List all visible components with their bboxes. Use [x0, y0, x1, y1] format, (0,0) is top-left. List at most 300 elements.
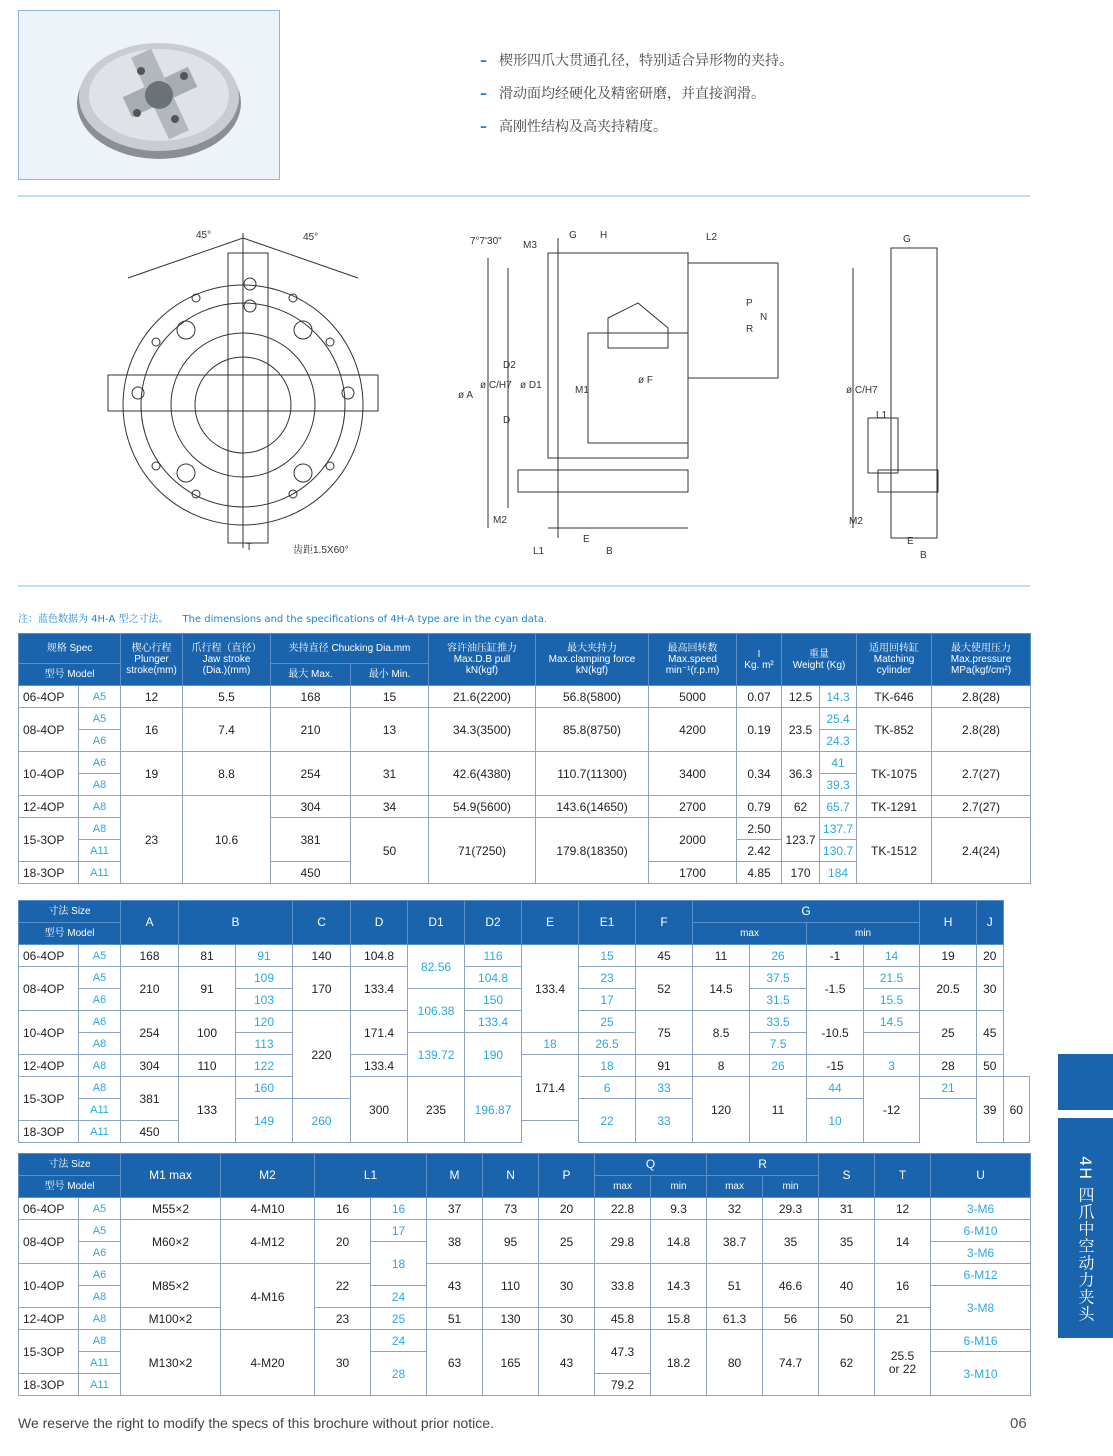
front-view-drawing — [108, 233, 378, 548]
table-cell: 15-3OP — [19, 1077, 79, 1121]
table-cell: A11 — [79, 1099, 121, 1121]
table-row — [19, 1264, 1031, 1286]
table-cell: 15.8 — [651, 1308, 707, 1330]
table-cell: 165 — [483, 1330, 539, 1396]
table-cell: 133.4 — [351, 967, 408, 1011]
table-cell: 7.5 — [750, 1033, 807, 1055]
table-cell: -12 — [864, 1077, 920, 1143]
table-cell: 06-4OP — [19, 945, 79, 967]
drawing-label: T — [246, 542, 253, 553]
table-cell: 12-4OP — [19, 796, 79, 818]
table-cell: 23 — [315, 1308, 371, 1330]
table-cell: 65.7 — [820, 796, 857, 818]
table-cell: 254 — [121, 1011, 179, 1055]
table-cell: TK-1075 — [857, 752, 932, 796]
table-cell: A8 — [79, 1055, 121, 1077]
table-cell: 08-4OP — [19, 708, 79, 752]
drawing-label: G — [903, 234, 911, 245]
table-cell: 18 — [579, 1055, 636, 1077]
table-cell: 381 — [271, 818, 351, 862]
table-cell: 4-M10 — [221, 1198, 315, 1220]
table-cell: 25.5 or 22 — [875, 1330, 931, 1396]
table-cell: 33.5 — [750, 1011, 807, 1033]
drawing-label: L1 — [876, 410, 888, 421]
table-cell: 2.7(27) — [932, 796, 1031, 818]
drawing-label: B — [920, 550, 927, 561]
table-cell: 25 — [539, 1220, 595, 1264]
table-cell: 18.2 — [651, 1330, 707, 1396]
table-cell: 79.2 — [595, 1374, 651, 1396]
spec-table-2: 寸法 Size A B C D D1 D2 E E1 F G H J 型号 Model max min 06-4OP A5 168 81 91 140 104.8 82.56 116 133.4 15 45 11 26 -1 14 19 20 08-4OP A5 210 91 109 170 133.4 104.8 23 52 14.5 37.5 -1.5 21.5 20.5 30 A6 103 106.38 150 17 31.5 15.5 10-4OP A6 254 100 120 220 171.4 133.4 25 75 8.5 33.5 -10.5 14.5 25 45 A8 113 139.72 190 18 26.5 7.5 12-4OP A8 304 110 122 133.4 171.4 18 91 8 26 -15 3 28 50 15-3OP A8 381 133 160 300 235 196.87 6 33 120 11 44 -12 21 39 60 A11 149 260 22 33 10 18-3OP A11 450 — [18, 900, 1030, 1143]
feature-item: – 楔形四爪大贯通孔径，特别适合异形物的夹持。 — [480, 53, 793, 69]
spec-table-3: 寸法 Size M1 max M2 L1 M N P Q R S T U 型号 Model max min max min 06-4OP A5 M55×2 4-M10 16 16 37 73 20 22.8 9.3 32 29.3 31 12 3-M6 08-4OP A5 M60×2 4-M12 20 17 38 95 25 29.8 14.8 38.7 35 35 14 6-M10 A6 18 3-M6 10-4OP A6 M85×2 4-M16 22 43 110 30 33.8 14.3 51 46.6 40 16 6-M12 A8 24 3-M8 12-4OP A8 M100×2 23 25 51 130 30 45.8 15.8 61.3 56 50 21 15-3OP A8 M130×2 4-M20 30 24 63 165 43 47.3 18.2 80 74.7 62 25.5 or 22 6-M16 A11 28 3-M10 18-3OP A11 79.2 — [18, 1153, 1031, 1396]
table-cell: 21.6(2200) — [429, 686, 536, 708]
header-spec: 规格 Spec — [19, 634, 121, 664]
table-cell: 113 — [236, 1033, 293, 1055]
table-cell: 110.7(11300) — [536, 752, 649, 796]
drawing-label: L1 — [533, 546, 545, 557]
disclaimer: We reserve the right to modify the specs of this brochure without prior notice. — [18, 1415, 494, 1431]
table-cell: 50 — [351, 818, 429, 884]
table-row — [19, 1308, 1031, 1330]
table-cell: 16 — [875, 1264, 931, 1308]
cyan-data-note: 注：蓝色数据为 4H-A 型之寸法。 The dimensions and the specifications of 4H-A type are in the cyan data. — [18, 614, 548, 625]
table-cell: A8 — [79, 1330, 121, 1352]
table-cell: 17 — [371, 1220, 427, 1242]
feature-item: – 滑动面均经硬化及精密研磨，并直接润滑。 — [480, 86, 765, 102]
table-cell: 10 — [807, 1099, 864, 1143]
table-cell: 80 — [707, 1330, 763, 1396]
table-cell: A6 — [79, 752, 121, 774]
table-cell: 95 — [483, 1220, 539, 1264]
table-cell: 56 — [763, 1308, 819, 1330]
table-cell: 133 — [179, 1077, 236, 1143]
drawing-label: ø A — [458, 390, 474, 401]
drawing-label: M2 — [493, 515, 507, 526]
table-cell: 45 — [636, 945, 693, 967]
table-cell: 4-M16 — [221, 1264, 315, 1330]
table-cell: 139.72 — [408, 1033, 465, 1077]
table-cell: 56.8(5800) — [536, 686, 649, 708]
table-cell: 06-4OP — [19, 686, 79, 708]
table-cell: A11 — [79, 1121, 121, 1143]
table-cell: 14.3 — [820, 686, 857, 708]
drawing-label: G — [569, 230, 577, 241]
drawing-label: E — [907, 536, 914, 547]
table-cell: 40 — [819, 1264, 875, 1308]
table-cell: 34 — [351, 796, 429, 818]
table-cell: 15-3OP — [19, 1330, 79, 1374]
table-cell: 168 — [271, 686, 351, 708]
table-cell: 22.8 — [595, 1198, 651, 1220]
table-cell: 3400 — [649, 752, 737, 796]
feature-item: – 高刚性结构及高夹持精度。 — [480, 119, 667, 135]
header-weight: 重量 Weight (Kg) — [782, 634, 857, 686]
table-cell: 38 — [427, 1220, 483, 1264]
table-cell: 12-4OP — [19, 1308, 79, 1330]
drawing-label: 7°7'30" — [470, 236, 502, 247]
table-cell: 12 — [121, 686, 183, 708]
table-cell: A5 — [79, 1220, 121, 1242]
table-cell: A6 — [79, 1242, 121, 1264]
header-max: 最大 Max. — [271, 664, 351, 686]
table-cell: 08-4OP — [19, 967, 79, 1011]
table-cell: 62 — [819, 1330, 875, 1396]
table-cell: 1700 — [649, 862, 737, 884]
table-row — [19, 1330, 1031, 1352]
table-cell: A11 — [79, 1352, 121, 1374]
table-cell: 18-3OP — [19, 1121, 79, 1143]
table-cell: 14.8 — [651, 1220, 707, 1264]
table-cell: 133.4 — [522, 945, 579, 1033]
table-cell: 10-4OP — [19, 1011, 79, 1055]
table-cell: 20 — [315, 1220, 371, 1264]
table-cell: 35 — [819, 1220, 875, 1264]
table-cell: 160 — [236, 1077, 293, 1099]
table-cell: 14 — [875, 1220, 931, 1264]
table-cell: 25 — [920, 1011, 977, 1055]
table-cell: 10-4OP — [19, 1264, 79, 1308]
table-cell: 106.38 — [408, 989, 465, 1033]
table-row — [19, 752, 1031, 774]
table-cell: 91 — [636, 1055, 693, 1077]
table-cell: 12 — [875, 1198, 931, 1220]
table-cell: A11 — [79, 1374, 121, 1396]
table-cell: 9.3 — [651, 1198, 707, 1220]
table-cell: 120 — [693, 1077, 750, 1143]
table-cell: 15.5 — [864, 989, 920, 1011]
table-row — [19, 1198, 1031, 1220]
header-size: 寸法 Size — [19, 1154, 121, 1176]
table-cell: 2.42 — [737, 840, 782, 862]
table-cell: 190 — [465, 1033, 522, 1077]
table-cell: 11 — [693, 945, 750, 967]
table-cell: 73 — [483, 1198, 539, 1220]
table-cell: A11 — [79, 840, 121, 862]
table-cell: 39 — [977, 1077, 1003, 1143]
header-model: 型号 Model — [19, 1176, 121, 1198]
table-row — [19, 686, 1031, 708]
table-cell: 14.5 — [693, 967, 750, 1011]
table-cell: 16 — [315, 1198, 371, 1220]
table-cell: 109 — [236, 967, 293, 989]
table-cell: 34.3(3500) — [429, 708, 536, 752]
header-min: 最小 Min. — [351, 664, 429, 686]
table-cell: 82.56 — [408, 945, 465, 989]
table-cell: 133.4 — [465, 1011, 522, 1033]
table-cell: 104.8 — [465, 967, 522, 989]
table-cell: 3-M8 — [931, 1286, 1031, 1330]
table-cell: 32 — [707, 1198, 763, 1220]
table-cell: 23 — [579, 967, 636, 989]
table-cell: 71(7250) — [429, 818, 536, 884]
table-cell: -10.5 — [807, 1011, 864, 1055]
table-row — [19, 945, 1030, 967]
table-cell: 23.5 — [782, 708, 820, 752]
table-cell: A6 — [79, 989, 121, 1011]
chuck-image — [19, 11, 279, 179]
table-cell: 171.4 — [351, 1011, 408, 1055]
table-cell: 6-M16 — [931, 1330, 1031, 1352]
table-cell: 17 — [579, 989, 636, 1011]
table-cell: 08-4OP — [19, 1220, 79, 1264]
table-cell: 300 — [351, 1077, 408, 1143]
table-cell: 74.7 — [763, 1330, 819, 1396]
drawing-label: D — [503, 415, 511, 426]
drawing-label: ø C/H7 — [480, 380, 512, 391]
table-cell: 171.4 — [522, 1055, 579, 1121]
header-cylinder: 适用回转缸 Matching cylinder — [857, 634, 932, 686]
table-cell: A8 — [79, 1308, 121, 1330]
drawing-label: N — [760, 312, 768, 323]
table-cell: 4200 — [649, 708, 737, 752]
table-cell: 254 — [271, 752, 351, 796]
table-cell: 260 — [293, 1099, 351, 1143]
drawing-label: M1 — [575, 385, 589, 396]
table-cell: 28 — [371, 1352, 427, 1396]
table-cell: -1 — [807, 945, 864, 967]
drawing-label: 45° — [303, 232, 319, 243]
drawing-label: E — [583, 534, 590, 545]
side-tab-label: 4H 四爪中空动力夹头 — [1058, 1118, 1113, 1338]
table-cell: 104.8 — [351, 945, 408, 967]
table-cell: 3 — [864, 1055, 920, 1077]
table-cell: 304 — [271, 796, 351, 818]
table-cell: 52 — [636, 967, 693, 1011]
table-cell: 91 — [179, 967, 236, 1011]
table-cell: 18 — [522, 1033, 579, 1055]
table-cell: 26 — [750, 945, 807, 967]
table-cell: 21.5 — [864, 967, 920, 989]
table-cell: 2.4(24) — [932, 818, 1031, 884]
table-cell: 19 — [920, 945, 977, 967]
table-cell: 0.07 — [737, 686, 782, 708]
table-cell: 50 — [819, 1308, 875, 1330]
table-cell: 20.5 — [920, 967, 977, 1011]
table-cell: 14.5 — [864, 1011, 920, 1033]
table-cell: 51 — [707, 1264, 763, 1308]
table-cell: 2.7(27) — [932, 752, 1031, 796]
table-cell: 150 — [465, 989, 522, 1011]
drawing-label: ø D1 — [520, 380, 542, 391]
table-cell: 18 — [371, 1242, 427, 1286]
table-cell: 140 — [293, 945, 351, 967]
table-cell: 130.7 — [820, 840, 857, 862]
table-cell: 21 — [875, 1308, 931, 1330]
table-cell: 21 — [920, 1077, 977, 1099]
feature-list — [480, 50, 793, 149]
table-cell: 29.3 — [763, 1198, 819, 1220]
table-cell: 37.5 — [750, 967, 807, 989]
spec-table-1 — [18, 633, 1031, 884]
table-cell: 304 — [121, 1055, 179, 1077]
table-cell: M60×2 — [121, 1220, 221, 1264]
table-cell: 54.9(5600) — [429, 796, 536, 818]
table-cell: 41 — [820, 752, 857, 774]
table-cell: A5 — [79, 967, 121, 989]
header-chucking: 夹持直径 Chucking Dia.mm — [271, 634, 429, 664]
table-cell: 0.34 — [737, 752, 782, 796]
table-cell: 450 — [271, 862, 351, 884]
table-cell: 33 — [636, 1077, 693, 1099]
table-cell: 85.8(8750) — [536, 708, 649, 752]
header-speed: 最高回转数 Max.speed min⁻¹(r.p.m) — [649, 634, 737, 686]
drawing-label: P — [746, 298, 753, 309]
table-cell: 220 — [293, 1011, 351, 1099]
table-cell: 210 — [121, 967, 179, 1011]
table-cell: 2.8(28) — [932, 686, 1031, 708]
side-tab-marker — [1058, 1054, 1113, 1110]
table-cell: 38.7 — [707, 1220, 763, 1264]
table-cell: 6 — [579, 1077, 636, 1099]
table-cell: 123.7 — [782, 818, 820, 862]
table-cell: 122 — [236, 1055, 293, 1077]
header-force: 最大夹持力 Max.clamping force kN(kgf) — [536, 634, 649, 686]
table-cell: 120 — [236, 1011, 293, 1033]
page-number: 06 — [1010, 1415, 1027, 1432]
drawing-label: R — [746, 324, 754, 335]
table-cell: 20 — [539, 1198, 595, 1220]
table-cell: -15 — [807, 1055, 864, 1077]
table-cell: 10.6 — [183, 796, 271, 884]
table-cell: A6 — [79, 1264, 121, 1286]
table-cell: 23 — [121, 796, 183, 884]
table-cell: TK-1512 — [857, 818, 932, 884]
drawing-label: L2 — [706, 232, 718, 243]
drawing-label: B — [606, 546, 613, 557]
table-cell: A5 — [79, 945, 121, 967]
table-cell: 103 — [236, 989, 293, 1011]
table-cell: TK-1291 — [857, 796, 932, 818]
table-cell: 8 — [693, 1055, 750, 1077]
table-cell: A8 — [79, 774, 121, 796]
table-cell: 25 — [371, 1308, 427, 1330]
drawing-label: ø C/H7 — [846, 385, 878, 396]
table-cell: 0.79 — [737, 796, 782, 818]
table-cell: 14 — [864, 945, 920, 967]
divider — [18, 195, 1030, 197]
table-cell: 137.7 — [820, 818, 857, 840]
table-cell: 18-3OP — [19, 1374, 79, 1396]
table-cell: 63 — [427, 1330, 483, 1396]
table-cell: 12.5 — [782, 686, 820, 708]
table-row — [19, 796, 1031, 818]
table-cell: 06-4OP — [19, 1198, 79, 1220]
table-cell: 44 — [807, 1077, 864, 1099]
table-cell: 46.6 — [763, 1264, 819, 1308]
table-cell: M130×2 — [121, 1330, 221, 1396]
drawing-label: ø F — [638, 375, 653, 386]
table-cell: 24.3 — [820, 730, 857, 752]
table-cell: 116 — [465, 945, 522, 967]
table-cell: 33 — [636, 1099, 693, 1143]
table-cell: 15-3OP — [19, 818, 79, 862]
table-cell: 10-4OP — [19, 752, 79, 796]
table-cell: 31 — [819, 1198, 875, 1220]
table-cell: 168 — [121, 945, 179, 967]
table-cell: TK-852 — [857, 708, 932, 752]
table-cell: 133.4 — [351, 1055, 408, 1077]
table-cell: 5000 — [649, 686, 737, 708]
header-model: 型号 Model — [19, 923, 121, 945]
table-cell: 37 — [427, 1198, 483, 1220]
table-row — [19, 1220, 1031, 1242]
table-cell: 15 — [351, 686, 429, 708]
header-pull: 容许油压缸推力 Max.D.B pull kN(kgf) — [429, 634, 536, 686]
table-cell: 4.85 — [737, 862, 782, 884]
header-model: 型号 Model — [19, 664, 121, 686]
table-cell: 16 — [371, 1198, 427, 1220]
table-cell: 15 — [579, 945, 636, 967]
table-cell: 36.3 — [782, 752, 820, 796]
table-cell: 29.8 — [595, 1220, 651, 1264]
table-cell: 22 — [315, 1264, 371, 1308]
table-cell: 450 — [121, 1121, 179, 1143]
table-cell: 4-M20 — [221, 1330, 315, 1396]
table-cell: 381 — [121, 1077, 179, 1121]
table-cell: 42.6(4380) — [429, 752, 536, 796]
table-cell: 149 — [236, 1099, 293, 1143]
table-cell: 35 — [763, 1220, 819, 1264]
drawing-label: H — [600, 230, 608, 241]
table-cell: 6-M12 — [931, 1264, 1031, 1286]
table-cell: 2.50 — [737, 818, 782, 840]
table-cell: A6 — [79, 730, 121, 752]
table-cell: M100×2 — [121, 1308, 221, 1330]
table-cell: 3-M6 — [931, 1198, 1031, 1220]
table-cell: 11 — [750, 1077, 807, 1143]
drawing-label: D2 — [503, 360, 516, 371]
table-cell: 210 — [271, 708, 351, 752]
table-cell: 62 — [782, 796, 820, 818]
divider — [18, 585, 1030, 587]
table-row — [19, 1055, 1030, 1077]
table-cell: 5.5 — [183, 686, 271, 708]
table-cell: 60 — [1003, 1077, 1029, 1143]
table-cell: 184 — [820, 862, 857, 884]
table-cell: 7.4 — [183, 708, 271, 752]
table-cell: A5 — [79, 686, 121, 708]
table-cell: 39.3 — [820, 774, 857, 796]
table-cell: 33.8 — [595, 1264, 651, 1308]
table-cell: 30 — [539, 1308, 595, 1330]
table-cell: A8 — [79, 1077, 121, 1099]
table-cell: A8 — [79, 818, 121, 840]
table-cell: A8 — [79, 1286, 121, 1308]
header-jaw-stroke: 爪行程（直径） Jaw stroke (Dia.)(mm) — [183, 634, 271, 686]
table-cell: A8 — [79, 796, 121, 818]
table-cell: 170 — [293, 967, 351, 1011]
table-cell: 26.5 — [579, 1033, 636, 1055]
table-cell: 47.3 — [595, 1330, 651, 1374]
table-cell: 75 — [636, 1011, 693, 1055]
table-cell: 30 — [539, 1264, 595, 1308]
table-row — [19, 708, 1031, 730]
table-cell: 2.8(28) — [932, 708, 1031, 752]
table-cell: M85×2 — [121, 1264, 221, 1308]
technical-drawings — [18, 208, 1030, 578]
table-cell: 61.3 — [707, 1308, 763, 1330]
table-cell: 26 — [750, 1055, 807, 1077]
table-cell: 51 — [427, 1308, 483, 1330]
table-cell: 3-M10 — [931, 1352, 1031, 1396]
table-cell: 28 — [920, 1055, 977, 1077]
table-cell: A5 — [79, 1198, 121, 1220]
table-cell: 31.5 — [750, 989, 807, 1011]
table-cell: 43 — [539, 1330, 595, 1396]
header-inertia: I Kg. m² — [737, 634, 782, 686]
table-cell: 30 — [315, 1330, 371, 1396]
